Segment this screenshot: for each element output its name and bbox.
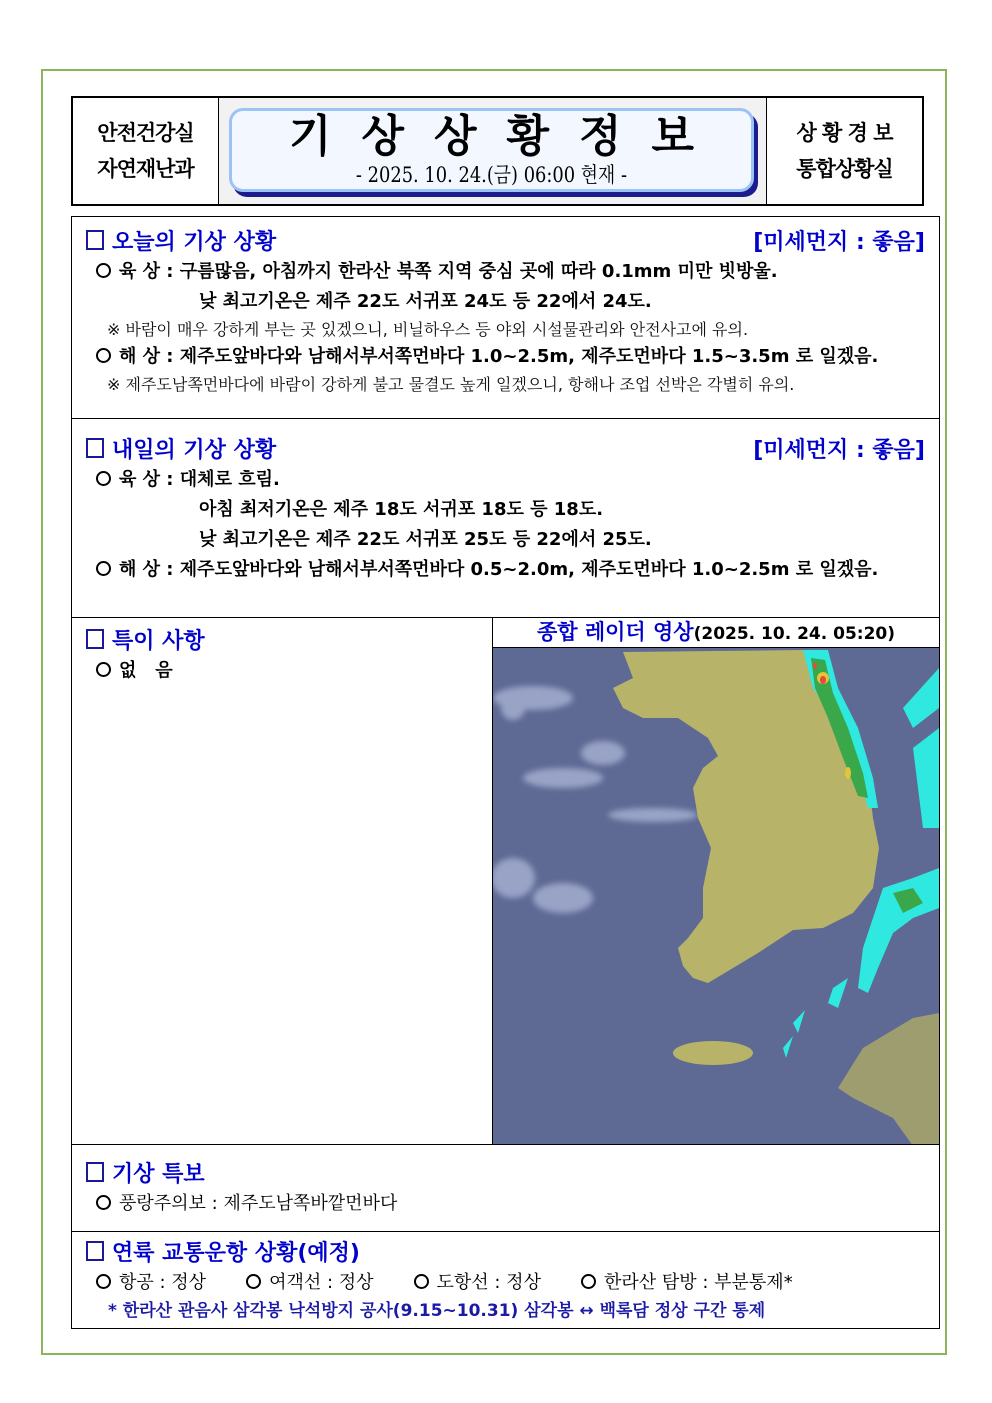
checkbox-icon	[86, 438, 104, 458]
land-label: 육 상 :	[119, 469, 174, 490]
office-line2: 통합상황실	[796, 157, 893, 181]
hallasan-note: * 한라산 관음사 삼각봉 낙석방지 공사(9.15~10.31) 삼각봉 ↔ 백록담 정상 구간 통제	[108, 1301, 766, 1321]
title-area	[219, 98, 766, 204]
traffic-status-section	[71, 1231, 940, 1329]
radar-title	[493, 618, 939, 648]
special-item: 없 음	[119, 660, 173, 681]
radar-title-text: 종합 레이더 영상	[536, 620, 694, 644]
section-title: 기상 특보	[112, 1161, 205, 1187]
department-line1: 안전건강실	[97, 121, 194, 145]
sea-forecast: 제주도앞바다와 남해서부서쪽먼바다 0.5~2.0m, 제주도먼바다 1.0~2.5m 로 일겠음.	[179, 559, 879, 580]
today-weather-section	[71, 216, 940, 419]
sea-label: 해 상 :	[119, 346, 174, 367]
document-title: 기상상황정보	[288, 111, 725, 162]
land-label: 육 상 :	[119, 261, 174, 282]
circle-bullet-icon	[581, 1274, 596, 1289]
special-radar-section	[71, 617, 940, 1145]
traffic-item-air	[96, 1268, 206, 1298]
traffic-item-ferry	[246, 1268, 373, 1298]
fine-dust-status: [미세먼지 : 좋음]	[753, 437, 925, 463]
circle-bullet-icon	[96, 561, 111, 576]
circle-bullet-icon	[96, 662, 111, 677]
traffic-label: 도항선 : 정상	[436, 1272, 541, 1293]
circle-bullet-icon	[246, 1274, 261, 1289]
traffic-item-island-ferry	[414, 1268, 541, 1298]
special-notes	[72, 618, 493, 1144]
traffic-label: 항공 : 정상	[119, 1272, 207, 1293]
circle-bullet-icon	[414, 1274, 429, 1289]
circle-bullet-icon	[96, 263, 111, 278]
min-temperature: 아침 최저기온은 제주 18도 서귀포 18도 등 18도.	[199, 499, 604, 520]
warning-item: 풍랑주의보 : 제주도남쪽바깥먼바다	[119, 1193, 398, 1214]
radar-map-graphic	[493, 648, 939, 1144]
fine-dust-status: [미세먼지 : 좋음]	[753, 229, 925, 255]
traffic-item-hallasan	[581, 1268, 793, 1298]
checkbox-icon	[86, 1162, 104, 1182]
circle-bullet-icon	[96, 1195, 111, 1210]
section-title: 특이 사항	[112, 628, 205, 654]
weather-warnings-section	[71, 1144, 940, 1232]
radar-panel	[493, 618, 939, 1144]
circle-bullet-icon	[96, 348, 111, 363]
sea-forecast: 제주도앞바다와 남해서부서쪽먼바다 1.0~2.5m, 제주도먼바다 1.5~3.5m 로 일겠음.	[179, 346, 879, 367]
land-forecast: 대체로 흐림.	[179, 469, 280, 490]
land-forecast: 구름많음, 아침까지 한라산 북쪽 지역 중심 곳에 따라 0.1mm 미만 빗방울.	[179, 261, 778, 282]
max-temperature: 낮 최고기온은 제주 22도 서귀포 25도 등 22에서 25도.	[199, 529, 652, 550]
department-label	[73, 98, 219, 204]
traffic-label: 한라산 탐방 : 부분통제*	[603, 1272, 793, 1293]
office-line1: 상 황 경 보	[796, 121, 893, 145]
checkbox-icon	[86, 230, 104, 250]
office-label	[766, 98, 922, 204]
sea-note: ※ 제주도남쪽먼바다에 바람이 강하게 불고 물결도 높게 일겠으니, 항해나 조업 선박은 각별히 유의.	[107, 375, 795, 394]
traffic-label: 여객선 : 정상	[269, 1272, 374, 1293]
section-title: 오늘의 기상 상황	[112, 229, 277, 255]
tomorrow-weather-section	[71, 418, 940, 618]
land-temperature: 낮 최고기온은 제주 22도 서귀포 24도 등 22에서 24도.	[199, 291, 652, 312]
circle-bullet-icon	[96, 1274, 111, 1289]
document-header	[71, 96, 924, 206]
section-title: 내일의 기상 상황	[112, 437, 277, 463]
checkbox-icon	[86, 1241, 104, 1261]
radar-image	[493, 648, 939, 1144]
section-title: 연륙 교통운항 상황(예정)	[112, 1240, 360, 1266]
checkbox-icon	[86, 629, 104, 649]
document-date: - 2025. 10. 24.(금) 06:00 현재 -	[355, 163, 628, 187]
radar-timestamp: (2025. 10. 24. 05:20)	[693, 624, 896, 644]
title-box	[229, 108, 754, 192]
department-line2: 자연재난과	[97, 157, 194, 181]
land-note: ※ 바람이 매우 강하게 부는 곳 있겠으니, 비닐하우스 등 야외 시설물관리와 안전사고에 유의.	[107, 320, 749, 339]
sea-label: 해 상 :	[119, 559, 174, 580]
circle-bullet-icon	[96, 471, 111, 486]
